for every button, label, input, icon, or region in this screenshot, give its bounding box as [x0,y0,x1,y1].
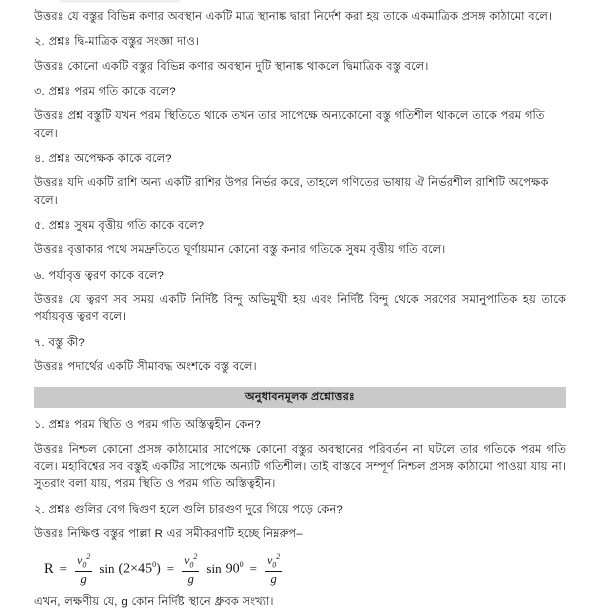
answer-paragraph-7: উত্তরঃ পদার্থের একটি সীমাবদ্ধ অংশকে বস্তু বলে। [34,360,257,373]
answer-paragraph-5: উত্তরঃ বৃত্তাকার পথে সমদ্রুতিতে ঘূর্ণায়মান কোনো বস্তু কনার গতিকে সুষম বৃত্তীয় গতি বলে। [34,244,446,257]
fraction-2-num-superscript: 2 [193,552,198,562]
section-question-1: ১. প্রশ্নঃ পরম স্থিতি ও পরম গতি অস্তিত্বহীন কেন? [34,419,261,432]
fraction-3-numerator [265,553,282,571]
closing-note: এখন, লক্ষণীয় যে, g কোন নির্দিষ্ট স্থানে ধ্রুবক সংখ্যা। [34,596,274,609]
sin-argument-1 [119,560,161,578]
sin-function-2: sin [206,561,222,577]
answer-paragraph-6: উত্তরঃ যে ত্বরণ সব সময় একটি নির্দিষ্ট বিন্দু অভিমুখী হয় এবং নির্দিষ্ট বিন্দু থেকে সরণের সমানুপাতিক হয় তাকে পর্যায়বৃত্ত ত্বরণ বলে। [34,293,566,324]
fraction-3-num-var: v [266,553,273,568]
fraction-2-num-var: v [184,553,190,568]
section-question-2: ২. প্রশ্নঃ গুলির বেগ দ্বিগুণ হলে গুলি চারগুণ দুরে গিয়ে পড়ে কেন? [34,503,343,516]
fraction-3-num-superscript: 2 [276,552,281,562]
sin-argument-1-value: (2×45 [118,562,153,578]
scan-crop-artifact [60,0,180,3]
fraction-3-num-subscript: 0 [272,560,277,570]
equation-equals-2: = [166,561,175,577]
fraction-1-denominator: g [80,571,87,586]
fraction-1 [75,553,92,585]
sin-argument-1-close: ) [156,562,161,578]
equation-lhs: R [44,560,54,577]
sin-argument-2 [226,560,244,578]
section-banner-label: অনুধাবনমূলক প্রশ্নোত্তরঃ [244,391,356,404]
question-5: ৫. প্রশ্নঃ সুষম বৃত্তীয় গতি কাকে বলে? [34,219,205,232]
fraction-2-numerator [182,553,199,571]
sin-function-1: sin [99,561,115,577]
answer-paragraph-1: উত্তরঃ যে বস্তুর বিভিন্ন কণার অবস্থান একটি মাত্র স্থানাঙ্ক দ্বারা নির্দেশ করা হয় তাকে একমাত্রিক প্রসঙ্গ কাঠামো বলে। [34,11,553,23]
fraction-3 [265,553,282,585]
answer-paragraph-3: উত্তরঃ প্রশ্ন বস্তুটি যখন পরম স্থিতিতে থাকে তখন তার সাপেক্ষে অন্যকোনো বস্তু গতিশীল থাকলে তাকে পরম গতি বলে। [34,110,545,140]
range-equation [44,552,566,586]
fraction-1-num-superscript: 2 [86,552,91,562]
question-6: ৬. পর্যাবৃত্ত ত্বরণ কাকে বলে? [34,269,164,282]
sin-argument-2-degree: 0 [239,560,244,570]
fraction-3-denominator: g [270,571,277,586]
answer-paragraph-2: উত্তরঃ কোনো একটি বস্তুর বিভিন্ন কণার অবস্থান দুটি স্থানাঙ্ক থাকলে দ্বিমাত্রিক বস্তু বলে। [34,60,429,73]
question-7: ৭. বস্তু কী? [34,336,85,349]
fraction-1-numerator [75,553,92,571]
fraction-1-num-var: v [77,553,83,568]
fraction-2-num-subscript: 0 [189,560,194,570]
sin-argument-2-value: 90 [225,562,240,578]
sin-argument-1-degree: 0 [152,560,157,570]
question-3: ৩. প্রশ্নঃ পরম গতি কাকে বলে? [34,85,176,98]
section-banner [34,387,566,408]
fraction-2 [182,553,199,585]
answer-paragraph-4: উত্তরঃ যদি একটি রাশি অন্য একটি রাশির উপর নির্ভর করে, তাহলে গণিতের ভাষায় ঐ নির্ভরশীল রাশিটি অপেক্ষক বলে। [34,177,549,207]
question-2: ২. প্রশ্নঃ দ্বি-মাত্রিক বস্তুর সংজ্ঞা দাও। [34,36,200,49]
equation-equals-1: = [59,561,68,577]
fraction-2-denominator: g [187,571,194,586]
section-answer-2: উত্তরঃ নিক্ষিপ্ত বস্তুর পাল্লা R এর সমীকরণটি হচ্ছে নিম্নরুপ– [34,527,303,540]
question-4: ৪. প্রশ্নঃ অপেক্ষক কাকে বলে? [34,152,172,165]
section-answer-1: উত্তরঃ নিশ্চল কোনো প্রসঙ্গ কাঠামোর সাপেক্ষে কোনো বস্তুর অবস্থানের পরিবর্তন না ঘটলে তার গতিকে পরম গতি বলে। মহাবিশ্বের সব বস্তুই একটির সাপেক্ষে অন্যটি গতিশীল। তাই বাস্তবে সম্পূর্ণ নিশ্চল প্রসঙ্গ কাঠামো পাওয়া যায় না। সুতরাং বলা যায়, পরম স্থিতি ও পরম গতি অস্তিত্বহীন। [34,443,566,491]
fraction-1-num-subscript: 0 [82,560,87,570]
equation-equals-3: = [249,561,257,577]
